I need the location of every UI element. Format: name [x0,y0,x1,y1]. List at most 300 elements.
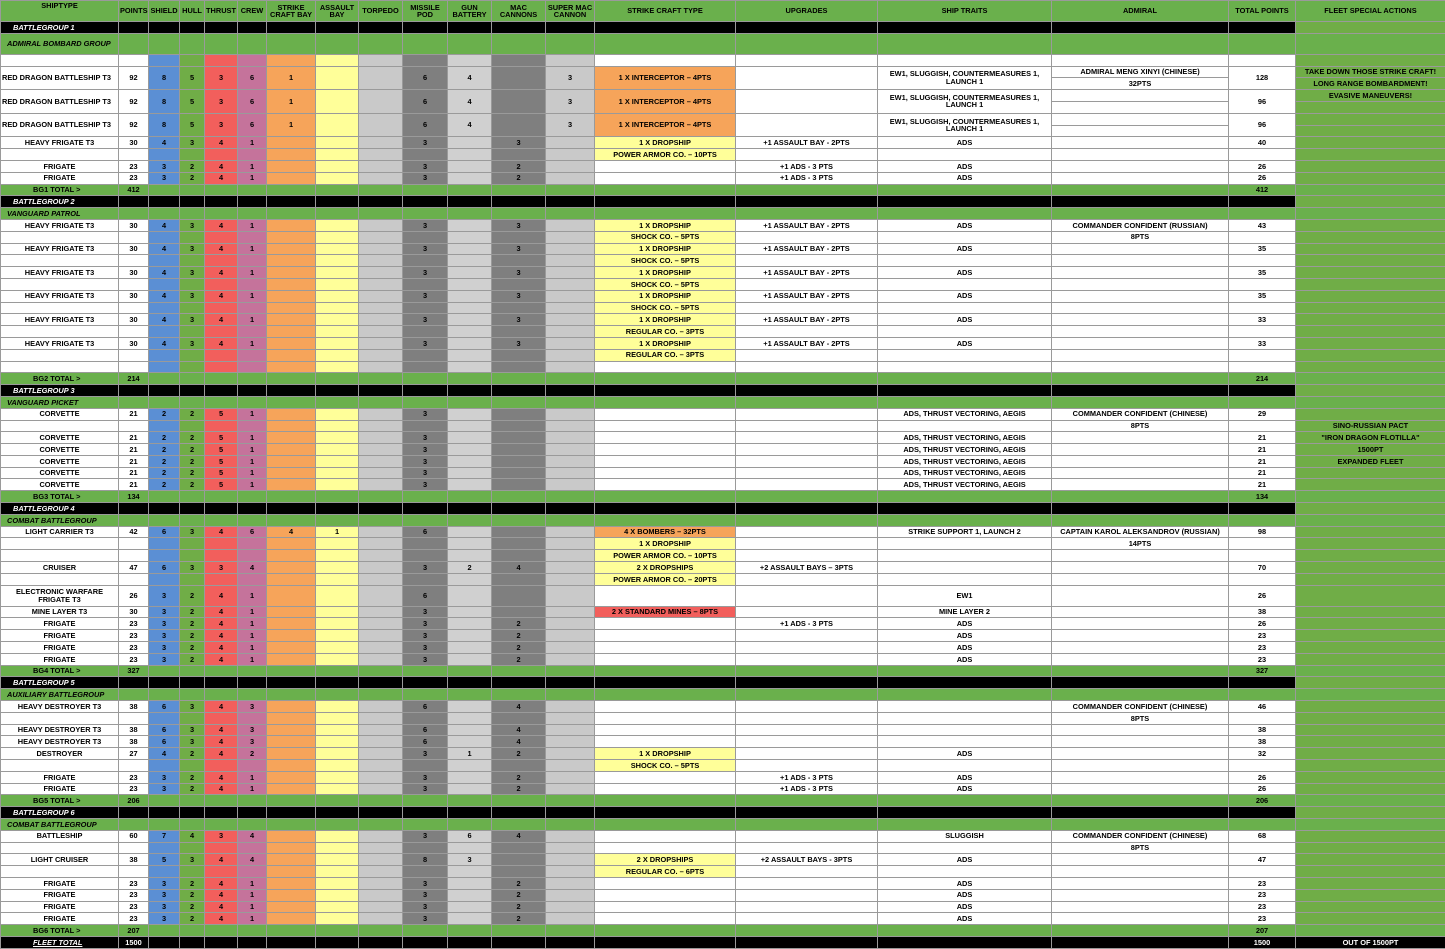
total-points-cell: 206 [1229,795,1296,807]
admiral-cell [1052,90,1229,102]
points-cell: 21 [119,408,149,420]
total-points-cell [1229,760,1296,772]
crew-cell [238,208,267,220]
missile-pod-cell [403,22,448,34]
fleet-special-action-cell [1296,573,1445,585]
thrust-cell: 5 [205,408,238,420]
header-fleet-special-actions: FLEET SPECIAL ACTIONS [1296,1,1445,22]
mac-cannons-cell [492,373,546,385]
ship-traits-cell [878,573,1052,585]
super-mac-cannon-cell [546,866,595,878]
strike-craft-bay-cell [267,866,316,878]
fleet-special-action-cell [1296,665,1445,677]
strike-craft-bay-cell [267,420,316,432]
table-row [1,385,1445,397]
super-mac-cannon-cell [546,243,595,255]
thrust-cell [205,665,238,677]
ship-type-cell: CORVETTE [1,408,119,420]
ship-type-cell: BATTLEGROUP 4 [1,503,119,515]
hull-cell: 3 [180,290,205,302]
ship-traits-cell: ADS, THRUST VECTORING, AEGIS [878,432,1052,444]
ship-traits-cell: ADS [878,290,1052,302]
mac-cannons-cell [492,54,546,66]
ship-traits-cell: ADS [878,653,1052,665]
torpedo-cell [359,243,403,255]
hull-cell: 2 [180,467,205,479]
strike-craft-type-cell [595,783,736,795]
fleet-special-action-cell [1296,290,1445,302]
shield-cell [149,22,180,34]
hull-cell: 3 [180,337,205,349]
missile-pod-cell: 3 [403,618,448,630]
strike-craft-bay-cell [267,712,316,724]
strike-craft-type-cell: 4 X BOMBERS – 32PTS [595,526,736,538]
crew-cell [238,373,267,385]
gun-battery-cell [448,526,492,538]
mac-cannons-cell [492,514,546,526]
crew-cell: 6 [238,526,267,538]
torpedo-cell [359,866,403,878]
crew-cell: 1 [238,913,267,925]
hull-cell [180,677,205,689]
shield-cell [149,712,180,724]
ship-traits-cell [878,396,1052,408]
strike-craft-type-cell [595,22,736,34]
missile-pod-cell [403,925,448,937]
mac-cannons-cell [492,467,546,479]
table-row [1,479,1445,491]
mac-cannons-cell [492,278,546,290]
gun-battery-cell [448,889,492,901]
ship-traits-cell [878,562,1052,574]
total-points-cell: 23 [1229,901,1296,913]
crew-cell: 1 [238,642,267,654]
torpedo-cell [359,689,403,701]
super-mac-cannon-cell [546,573,595,585]
admiral-cell [1052,385,1229,397]
crew-cell [238,149,267,161]
thrust-cell: 4 [205,314,238,326]
assault-bay-cell [316,420,359,432]
mac-cannons-cell [492,66,546,90]
fleet-special-action-cell [1296,491,1445,503]
thrust-cell [205,689,238,701]
strike-craft-bay-cell [267,396,316,408]
strike-craft-type-cell: 2 X DROPSHIPS [595,562,736,574]
fleet-special-action-cell [1296,736,1445,748]
strike-craft-type-cell: 1 X DROPSHIP [595,137,736,149]
super-mac-cannon-cell [546,54,595,66]
thrust-cell [205,361,238,373]
hull-cell: 2 [180,479,205,491]
torpedo-cell [359,479,403,491]
ship-traits-cell: ADS, THRUST VECTORING, AEGIS [878,408,1052,420]
table-row [1,795,1445,807]
gun-battery-cell [448,255,492,267]
mac-cannons-cell [492,866,546,878]
table-row [1,278,1445,290]
ship-type-cell: BATTLEGROUP 1 [1,22,119,34]
mac-cannons-cell: 3 [492,243,546,255]
shield-cell [149,538,180,550]
table-row [1,819,1445,831]
strike-craft-type-cell [595,712,736,724]
fleet-rows [1,22,1445,949]
ship-type-cell: FRIGATE [1,630,119,642]
ship-traits-cell [878,724,1052,736]
strike-craft-type-cell: REGULAR CO. – 6PTS [595,866,736,878]
ship-traits-cell [878,807,1052,819]
total-points-cell: 68 [1229,830,1296,842]
mac-cannons-cell [492,408,546,420]
table-row [1,550,1445,562]
hull-cell: 2 [180,889,205,901]
fleet-special-action-cell [1296,219,1445,231]
crew-cell: 1 [238,467,267,479]
fleet-special-action-cell [1296,901,1445,913]
torpedo-cell [359,337,403,349]
upgrades-cell [736,550,878,562]
gun-battery-cell [448,925,492,937]
hull-cell [180,278,205,290]
hull-cell: 2 [180,444,205,456]
missile-pod-cell: 3 [403,830,448,842]
strike-craft-bay-cell [267,361,316,373]
missile-pod-cell: 3 [403,771,448,783]
crew-cell: 6 [238,113,267,137]
shield-cell: 3 [149,653,180,665]
super-mac-cannon-cell [546,665,595,677]
missile-pod-cell [403,503,448,515]
admiral-cell [1052,243,1229,255]
missile-pod-cell: 8 [403,854,448,866]
torpedo-cell [359,901,403,913]
mac-cannons-cell [492,149,546,161]
ship-type-cell [1,278,119,290]
admiral-cell [1052,550,1229,562]
ship-traits-cell [878,231,1052,243]
super-mac-cannon-cell [546,22,595,34]
upgrades-cell [736,196,878,208]
missile-pod-cell [403,712,448,724]
assault-bay-cell [316,385,359,397]
thrust-cell [205,842,238,854]
fleet-special-action-cell [1296,208,1445,220]
assault-bay-cell [316,196,359,208]
hull-cell: 3 [180,314,205,326]
crew-cell: 1 [238,771,267,783]
ship-traits-cell [878,866,1052,878]
points-cell: 23 [119,630,149,642]
gun-battery-cell [448,538,492,550]
admiral-cell [1052,677,1229,689]
points-cell: 23 [119,653,149,665]
gun-battery-cell [448,160,492,172]
fleet-special-action-cell [1296,653,1445,665]
ship-type-cell: RED DRAGON BATTLESHIP T3 [1,66,119,90]
gun-battery-cell [448,396,492,408]
strike-craft-bay-cell [267,231,316,243]
missile-pod-cell: 3 [403,160,448,172]
hull-cell: 2 [180,877,205,889]
shield-cell [149,514,180,526]
gun-battery-cell [448,326,492,338]
ship-traits-cell [878,349,1052,361]
admiral-cell: COMMANDER CONFIDENT (RUSSIAN) [1052,219,1229,231]
missile-pod-cell: 3 [403,562,448,574]
table-row [1,748,1445,760]
missile-pod-cell: 3 [403,432,448,444]
torpedo-cell [359,290,403,302]
shield-cell [149,278,180,290]
missile-pod-cell [403,573,448,585]
upgrades-cell: +1 ADS - 3 PTS [736,618,878,630]
crew-cell: 3 [238,701,267,713]
ship-traits-cell [878,326,1052,338]
admiral-cell [1052,113,1229,125]
hull-cell [180,196,205,208]
points-cell [119,866,149,878]
strike-craft-type-cell [595,630,736,642]
crew-cell [238,760,267,772]
upgrades-cell: +1 ADS - 3 PTS [736,771,878,783]
shield-cell: 4 [149,219,180,231]
super-mac-cannon-cell [546,642,595,654]
gun-battery-cell [448,373,492,385]
gun-battery-cell [448,33,492,54]
thrust-cell [205,184,238,196]
torpedo-cell [359,420,403,432]
strike-craft-type-cell [595,514,736,526]
torpedo-cell [359,526,403,538]
hull-cell: 2 [180,408,205,420]
ship-type-cell: BATTLEGROUP 2 [1,196,119,208]
gun-battery-cell: 6 [448,830,492,842]
fleet-special-action-cell [1296,337,1445,349]
crew-cell [238,514,267,526]
total-points-cell [1229,514,1296,526]
assault-bay-cell [316,748,359,760]
fleet-special-action-cell: 1500PT [1296,444,1445,456]
table-row [1,33,1445,54]
strike-craft-type-cell: 1 X DROPSHIP [595,314,736,326]
thrust-cell: 3 [205,830,238,842]
strike-craft-bay-cell [267,573,316,585]
torpedo-cell [359,585,403,606]
ship-type-cell: FRIGATE [1,783,119,795]
ship-type-cell: BG1 TOTAL > [1,184,119,196]
assault-bay-cell [316,455,359,467]
fleet-special-action-cell [1296,783,1445,795]
gun-battery-cell [448,618,492,630]
ship-traits-cell [878,701,1052,713]
points-cell: 92 [119,113,149,137]
points-cell: 38 [119,701,149,713]
total-points-cell: 26 [1229,585,1296,606]
admiral-cell [1052,724,1229,736]
ship-type-cell: FRIGATE [1,771,119,783]
points-cell: 23 [119,160,149,172]
fleet-special-action-cell [1296,361,1445,373]
total-points-cell: 26 [1229,783,1296,795]
hull-cell [180,925,205,937]
hull-cell: 3 [180,562,205,574]
super-mac-cannon-cell [546,361,595,373]
ship-type-cell: FRIGATE [1,618,119,630]
header-hull: HULL [180,1,205,22]
super-mac-cannon-cell [546,550,595,562]
strike-craft-bay-cell [267,562,316,574]
torpedo-cell [359,172,403,184]
strike-craft-type-cell [595,701,736,713]
points-cell: 23 [119,172,149,184]
super-mac-cannon-cell [546,432,595,444]
total-points-cell: 23 [1229,653,1296,665]
super-mac-cannon-cell [546,491,595,503]
points-cell: 23 [119,889,149,901]
strike-craft-type-cell: POWER ARMOR CO. – 10PTS [595,550,736,562]
admiral-cell: CAPTAIN KAROL ALEKSANDROV (RUSSIAN) [1052,526,1229,538]
admiral-cell [1052,314,1229,326]
super-mac-cannon-cell [546,385,595,397]
missile-pod-cell: 3 [403,444,448,456]
admiral-cell [1052,479,1229,491]
assault-bay-cell [316,219,359,231]
upgrades-cell [736,361,878,373]
table-row [1,736,1445,748]
fleet-special-action-cell [1296,33,1445,54]
shield-cell [149,302,180,314]
ship-type-cell [1,842,119,854]
missile-pod-cell [403,514,448,526]
points-cell [119,689,149,701]
strike-craft-bay-cell [267,349,316,361]
super-mac-cannon-cell [546,538,595,550]
shield-cell: 6 [149,736,180,748]
strike-craft-type-cell [595,830,736,842]
thrust-cell [205,795,238,807]
total-points-cell [1229,255,1296,267]
mac-cannons-cell: 2 [492,901,546,913]
thrust-cell: 4 [205,137,238,149]
missile-pod-cell [403,361,448,373]
total-points-cell: 29 [1229,408,1296,420]
crew-cell: 1 [238,455,267,467]
admiral-cell [1052,54,1229,66]
hull-cell [180,665,205,677]
assault-bay-cell [316,677,359,689]
table-row [1,326,1445,338]
ship-traits-cell: STRIKE SUPPORT 1, LAUNCH 2 [878,526,1052,538]
super-mac-cannon-cell [546,514,595,526]
points-cell [119,361,149,373]
missile-pod-cell [403,795,448,807]
strike-craft-type-cell [595,385,736,397]
total-points-cell [1229,54,1296,66]
gun-battery-cell: 2 [448,562,492,574]
points-cell [119,514,149,526]
thrust-cell: 4 [205,642,238,654]
ship-traits-cell: ADS [878,618,1052,630]
super-mac-cannon-cell [546,877,595,889]
thrust-cell: 4 [205,783,238,795]
fleet-special-action-cell [1296,889,1445,901]
super-mac-cannon-cell [546,503,595,515]
thrust-cell: 4 [205,889,238,901]
upgrades-cell [736,455,878,467]
points-cell: 21 [119,432,149,444]
ship-traits-cell [878,842,1052,854]
upgrades-cell [736,208,878,220]
assault-bay-cell [316,701,359,713]
total-points-cell: 26 [1229,618,1296,630]
strike-craft-type-cell: SHOCK CO. – 5PTS [595,760,736,772]
table-row [1,349,1445,361]
mac-cannons-cell [492,208,546,220]
upgrades-cell [736,278,878,290]
points-cell: 38 [119,854,149,866]
strike-craft-type-cell [595,653,736,665]
crew-cell [238,936,267,948]
upgrades-cell: +2 ASSAULT BAYS – 3PTS [736,562,878,574]
table-row [1,22,1445,34]
crew-cell: 3 [238,736,267,748]
upgrades-cell [736,712,878,724]
thrust-cell: 4 [205,748,238,760]
mac-cannons-cell [492,819,546,831]
fleet-special-action-cell [1296,113,1445,125]
super-mac-cannon-cell [546,231,595,243]
header-thrust: THRUST [205,1,238,22]
gun-battery-cell [448,936,492,948]
strike-craft-bay-cell [267,255,316,267]
super-mac-cannon-cell [546,760,595,772]
hull-cell: 4 [180,830,205,842]
shield-cell [149,33,180,54]
torpedo-cell [359,819,403,831]
total-points-cell: 1500 [1229,936,1296,948]
hull-cell: 2 [180,618,205,630]
upgrades-cell [736,302,878,314]
gun-battery-cell [448,455,492,467]
strike-craft-type-cell [595,819,736,831]
points-cell [119,550,149,562]
torpedo-cell [359,807,403,819]
upgrades-cell [736,491,878,503]
points-cell [119,385,149,397]
gun-battery-cell [448,819,492,831]
admiral-cell [1052,432,1229,444]
strike-craft-type-cell [595,196,736,208]
points-cell [119,573,149,585]
torpedo-cell [359,771,403,783]
admiral-cell [1052,491,1229,503]
table-row [1,396,1445,408]
fleet-special-action-cell [1296,819,1445,831]
shield-cell [149,385,180,397]
assault-bay-cell [316,479,359,491]
upgrades-cell [736,149,878,161]
strike-craft-bay-cell [267,208,316,220]
admiral-cell [1052,278,1229,290]
upgrades-cell [736,514,878,526]
gun-battery-cell [448,349,492,361]
mac-cannons-cell: 2 [492,642,546,654]
table-row [1,807,1445,819]
missile-pod-cell: 3 [403,630,448,642]
fleet-special-action-cell [1296,302,1445,314]
mac-cannons-cell: 2 [492,618,546,630]
